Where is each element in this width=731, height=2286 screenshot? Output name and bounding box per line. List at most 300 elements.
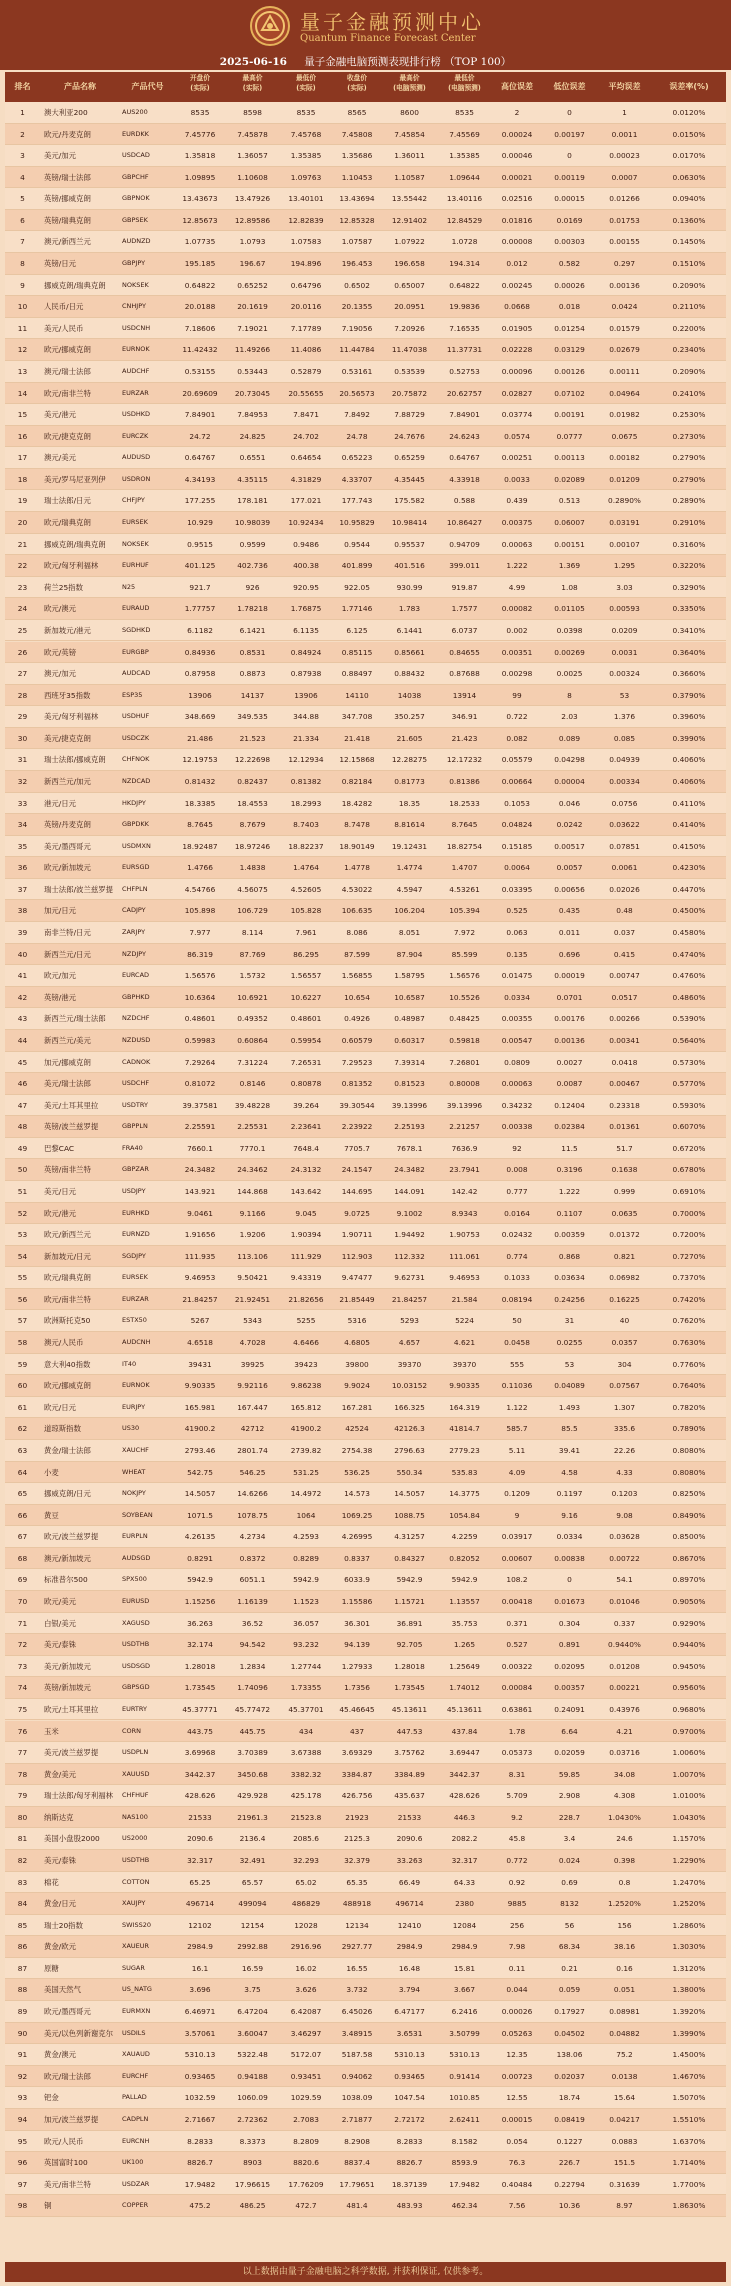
cell-ph: 0.84327 <box>394 1553 425 1563</box>
cell-el: 3.4 <box>563 1834 576 1844</box>
cell-open: 0.8291 <box>187 1553 213 1563</box>
cell-eh: 0.012 <box>506 259 528 269</box>
cell-open: 7.45776 <box>184 129 216 139</box>
cell-name: 原糖 <box>44 1963 59 1973</box>
cell-code: CORN <box>122 1726 142 1735</box>
cell-close: 1.90711 <box>341 1230 373 1240</box>
cell-code: EURNZD <box>122 1230 150 1239</box>
cell-rank: 98 <box>17 2201 28 2211</box>
cell-ea: 1.295 <box>613 561 636 571</box>
cell-eh: 0.92 <box>508 1877 526 1887</box>
cell-name: 欧元/丹麦克朗 <box>44 129 91 139</box>
cell-code: AUDSGD <box>122 1553 151 1562</box>
cell-name: 巴黎CAC <box>44 1143 75 1153</box>
cell-el: 0.024 <box>558 1855 581 1865</box>
cell-low: 4.6466 <box>293 1338 319 1348</box>
cell-code: XAUUSD <box>122 1769 150 1778</box>
cell-rank: 61 <box>17 1402 28 1412</box>
cell-pl: 346.91 <box>451 712 478 722</box>
cell-open: 0.64767 <box>184 453 216 463</box>
cell-code: AUDCHF <box>122 366 150 375</box>
cell-high: 1.5732 <box>239 971 266 981</box>
cell-open: 0.81432 <box>184 776 216 786</box>
cell-close: 10.654 <box>344 992 370 1002</box>
cell-ph: 20.0951 <box>394 302 425 312</box>
cell-high: 7.19021 <box>237 323 268 333</box>
cell-ph: 39370 <box>397 1359 422 1369</box>
cell-close: 18.4282 <box>341 798 373 808</box>
cell-rank: 39 <box>17 928 28 938</box>
cell-el: 0.696 <box>558 949 581 959</box>
cell-high: 9.1166 <box>239 1208 266 1218</box>
cell-ph: 1.94492 <box>394 1230 425 1240</box>
cell-er: 1.3800% <box>672 1985 706 1995</box>
cell-pl: 164.319 <box>449 1402 480 1412</box>
cell-rank: 21 <box>17 539 28 549</box>
cell-eh: 0.03395 <box>501 884 533 894</box>
cell-ph: 435.637 <box>394 1791 425 1801</box>
cell-high: 3450.68 <box>237 1769 268 1779</box>
cell-ph: 1.15721 <box>394 1597 425 1607</box>
cell-ea: 0.0756 <box>611 798 638 808</box>
cell-pl: 919.87 <box>451 582 478 592</box>
cell-er: 0.7000% <box>672 1208 706 1218</box>
cell-high: 42712 <box>240 1424 265 1434</box>
cell-eh: 4.09 <box>508 1467 526 1477</box>
cell-pl: 7636.9 <box>451 1143 478 1153</box>
cell-close: 3.48915 <box>341 2028 373 2038</box>
cell-close: 0.60579 <box>341 1035 373 1045</box>
cell-el: 0.00303 <box>554 237 585 247</box>
table-row <box>5 555 726 577</box>
table-row <box>5 1052 726 1074</box>
cell-ea: 0.01361 <box>609 1122 640 1132</box>
cell-high: 94.542 <box>239 1640 266 1650</box>
cell-code: UK100 <box>122 2158 144 2167</box>
cell-ph: 0.81773 <box>394 776 425 786</box>
cell-open: 65.25 <box>189 1877 211 1887</box>
cell-ph: 8.81614 <box>394 820 425 830</box>
cell-low: 7.961 <box>295 928 317 938</box>
cell-ph: 8.051 <box>398 928 421 938</box>
cell-rank: 24 <box>17 604 28 614</box>
cell-open: 2793.46 <box>184 1445 216 1455</box>
cell-ph: 42126.3 <box>394 1424 425 1434</box>
cell-el: 0.02059 <box>554 1748 585 1758</box>
cell-close: 4.33707 <box>341 474 373 484</box>
cell-ph: 3.75762 <box>394 1748 425 1758</box>
cell-pl: 1.25649 <box>449 1661 480 1671</box>
table-row <box>5 922 726 944</box>
table-row <box>5 1008 726 1030</box>
cell-high: 24.825 <box>239 431 266 441</box>
cell-rank: 72 <box>17 1640 28 1650</box>
cell-eh: 0.15185 <box>501 841 533 851</box>
cell-eh: 0.00664 <box>501 776 533 786</box>
table-row <box>5 814 726 836</box>
cell-el: 0.00197 <box>554 129 585 139</box>
cell-ph: 3384.89 <box>394 1769 425 1779</box>
cell-rank: 44 <box>17 1035 28 1045</box>
cell-ph: 14.5057 <box>394 1489 425 1499</box>
cell-name: 美元/瑞士法郎 <box>44 1079 91 1089</box>
cell-eh: 0.0458 <box>504 1338 530 1348</box>
cell-eh: 0.00063 <box>501 539 533 549</box>
cell-pl: 0.52753 <box>449 366 480 376</box>
cell-low: 24.3132 <box>290 1165 322 1175</box>
cell-rank: 10 <box>17 302 28 312</box>
cell-close: 21923 <box>345 1812 369 1822</box>
cell-rank: 49 <box>17 1143 28 1153</box>
cell-name: 新加坡元/港元 <box>44 625 91 635</box>
cell-el: 39.41 <box>558 1445 581 1455</box>
cell-el: 0.868 <box>558 1251 581 1261</box>
cell-name: 美元/泰铢 <box>44 1640 77 1650</box>
cell-name: 瑞士法郎/匈牙利福林 <box>44 1791 114 1801</box>
cell-pl: 21.423 <box>451 733 478 743</box>
cell-rank: 34 <box>17 820 28 830</box>
cell-el: 0.00838 <box>554 1553 585 1563</box>
cell-code: EURSGD <box>122 863 150 872</box>
cell-ea: 0.16225 <box>609 1294 640 1304</box>
cell-high: 6051.1 <box>239 1575 266 1585</box>
cell-pl: 4.53261 <box>449 884 480 894</box>
cell-ea: 0.0883 <box>611 2136 638 2146</box>
cell-pl: 13914 <box>452 690 477 700</box>
cell-close: 12134 <box>345 1920 369 1930</box>
cell-eh: 0.00723 <box>501 2071 533 2081</box>
cell-rank: 68 <box>17 1553 28 1563</box>
cell-open: 921.7 <box>189 582 211 592</box>
cell-ea: 0.0138 <box>611 2071 638 2081</box>
table-row <box>5 900 726 922</box>
cell-close: 0.85115 <box>341 647 373 657</box>
cell-open: 10.6364 <box>184 992 216 1002</box>
cell-low: 1.1523 <box>293 1597 319 1607</box>
cell-high: 3.75 <box>244 1985 261 1995</box>
cell-low: 3.67388 <box>290 1748 322 1758</box>
cell-er: 0.7620% <box>672 1316 706 1326</box>
table-row <box>5 2001 726 2023</box>
table-row <box>5 512 726 534</box>
cell-el: 228.7 <box>558 1812 581 1822</box>
cell-ea: 0.8 <box>618 1877 631 1887</box>
table-row <box>5 620 726 642</box>
table-row <box>5 231 726 253</box>
table-row <box>5 1656 726 1678</box>
cell-low: 111.929 <box>290 1251 322 1261</box>
cell-ph: 0.88432 <box>394 669 425 679</box>
cell-code: CADJPY <box>122 906 146 915</box>
cell-open: 0.59983 <box>184 1035 216 1045</box>
cell-rank: 88 <box>17 1985 28 1995</box>
cell-high: 1.4838 <box>239 863 266 873</box>
table-row <box>5 339 726 361</box>
cell-ea: 0.31639 <box>609 2179 640 2189</box>
cell-rank: 74 <box>17 1683 28 1693</box>
table-row <box>5 2087 726 2109</box>
table-row <box>5 1721 726 1743</box>
cell-ph: 8.2833 <box>396 2136 423 2146</box>
cell-rank: 93 <box>17 2093 28 2103</box>
cell-ea: 0.01046 <box>609 1597 640 1607</box>
cell-rank: 23 <box>17 582 28 592</box>
cell-rank: 82 <box>17 1855 28 1865</box>
cell-rank: 56 <box>17 1294 28 1304</box>
cell-close: 8837.4 <box>344 2158 370 2168</box>
cell-close: 2.23922 <box>341 1122 373 1132</box>
cell-close: 2754.38 <box>341 1445 373 1455</box>
cell-el: 0.00113 <box>554 453 585 463</box>
cell-high: 4.56075 <box>237 884 268 894</box>
cell-open: 18.92487 <box>182 841 218 851</box>
cell-ea: 0.02026 <box>609 884 640 894</box>
cell-ea: 0.00341 <box>609 1035 640 1045</box>
cell-ph: 39.13996 <box>391 1100 428 1110</box>
cell-close: 1.35686 <box>341 151 373 161</box>
table-row <box>5 965 726 987</box>
cell-low: 7.8471 <box>293 410 319 420</box>
cell-pl: 8.9343 <box>451 1208 478 1218</box>
cell-open: 20.69609 <box>182 388 218 398</box>
cell-er: 1.7700% <box>672 2179 706 2189</box>
cell-eh: 0.00547 <box>501 1035 533 1045</box>
cell-er: 0.9680% <box>672 1704 706 1714</box>
cell-rank: 81 <box>17 1834 28 1844</box>
cell-open: 6.1182 <box>187 625 213 635</box>
cell-name: 欧元/日元 <box>44 1402 77 1412</box>
cell-name: 欧元/南非兰特 <box>44 388 91 398</box>
cell-el: 0.00015 <box>554 194 585 204</box>
cell-eh: 0.00251 <box>501 453 533 463</box>
table-row <box>5 1764 726 1786</box>
table-row <box>5 1569 726 1591</box>
cell-ph: 10.03152 <box>391 1381 428 1391</box>
cell-eh: 0.0574 <box>504 431 530 441</box>
cell-close: 21.85449 <box>339 1294 375 1304</box>
cell-name: 港元/日元 <box>44 798 77 808</box>
cell-high: 349.535 <box>237 712 268 722</box>
cell-pl: 7.26801 <box>449 1057 480 1067</box>
cell-el: 0.089 <box>558 733 581 743</box>
cell-ph: 0.65007 <box>394 280 425 290</box>
cell-close: 20.1355 <box>341 302 373 312</box>
cell-high: 8.3373 <box>239 2136 266 2146</box>
cell-code: US2000 <box>122 1834 148 1843</box>
cell-eh: 0.1033 <box>504 1273 530 1283</box>
cell-code: XAGUSD <box>122 1618 150 1627</box>
cell-high: 21961.3 <box>237 1812 268 1822</box>
col-low: 最低价 (实际) <box>296 74 316 92</box>
cell-close: 8.2908 <box>344 2136 370 2146</box>
cell-eh: 0.0809 <box>504 1057 530 1067</box>
table-row <box>5 1246 726 1268</box>
cell-code: USDMXN <box>122 841 151 850</box>
cell-low: 0.8289 <box>293 1553 319 1563</box>
cell-name: 黄豆 <box>44 1510 59 1520</box>
cell-high: 1.16139 <box>237 1597 268 1607</box>
cell-ph: 7.20926 <box>394 323 425 333</box>
cell-name: 美元/土耳其里拉 <box>44 1100 99 1110</box>
cell-rank: 17 <box>17 453 28 463</box>
cell-ea: 0.01579 <box>609 323 640 333</box>
cell-el: 0.00656 <box>554 884 585 894</box>
report-footer: 以上数据由量子金融电脑之科学数据, 并获利保证, 仅供参考。 <box>5 2262 726 2282</box>
cell-rank: 5 <box>20 194 25 204</box>
cell-ea: 1.2520% <box>608 1899 641 1909</box>
table-row <box>5 1634 726 1656</box>
cell-low: 10.6227 <box>290 992 322 1002</box>
cell-low: 12.82839 <box>288 215 324 225</box>
cell-open: 2.71667 <box>184 2114 216 2124</box>
cell-code: XAUAUD <box>122 2050 150 2059</box>
cell-pl: 1054.84 <box>449 1510 480 1520</box>
cell-er: 0.4760% <box>672 971 706 981</box>
cell-er: 0.0630% <box>672 172 706 182</box>
cell-ph: 144.091 <box>394 1187 425 1196</box>
cell-low: 21523.8 <box>290 1812 322 1822</box>
table-row <box>5 1224 726 1246</box>
cell-el: 0.1227 <box>556 2136 583 2146</box>
cell-name: 欧元/英镑 <box>44 647 77 657</box>
cell-open: 21.486 <box>187 733 213 743</box>
cell-ea: 0.0011 <box>611 129 638 139</box>
cell-pl: 8.7645 <box>451 820 478 830</box>
cell-high: 7.45878 <box>237 129 268 139</box>
cell-high: 106.729 <box>237 906 268 916</box>
cell-ph: 19.12431 <box>391 841 428 851</box>
cell-high: 6.1421 <box>239 625 266 635</box>
col-rank: 排名 <box>14 82 31 91</box>
table-row <box>5 1699 726 1721</box>
cell-el: 0.03634 <box>554 1273 585 1283</box>
cell-pl: 462.34 <box>451 2201 478 2211</box>
cell-ph: 11.47038 <box>391 345 428 355</box>
cell-high: 45.77472 <box>234 1704 271 1714</box>
cell-low: 0.87938 <box>290 669 322 679</box>
table-row <box>5 1354 726 1376</box>
cell-ea: 0.01208 <box>609 1661 640 1671</box>
cell-rank: 40 <box>17 949 28 959</box>
cell-er: 0.3350% <box>672 604 706 614</box>
cell-eh: 0.00008 <box>501 237 533 247</box>
cell-ea: 0.00722 <box>609 1553 640 1563</box>
cell-el: 6.64 <box>561 1726 578 1736</box>
cell-name: 欧元/新加坡元 <box>44 863 91 873</box>
cell-code: WHEAT <box>122 1467 146 1476</box>
cell-high: 13.47926 <box>234 194 271 204</box>
cell-ph: 12410 <box>397 1920 422 1930</box>
cell-ph: 401.516 <box>394 561 425 571</box>
cell-close: 0.8337 <box>344 1553 370 1563</box>
cell-ea: 15.64 <box>613 2093 636 2103</box>
cell-low: 8535 <box>296 108 316 117</box>
cell-eh: 0.044 <box>506 1985 528 1995</box>
col-err-low: 低位误差 <box>553 82 586 91</box>
cell-ea: 75.2 <box>616 2050 633 2060</box>
cell-open: 1.07735 <box>184 237 216 247</box>
cell-el: 0.046 <box>558 798 581 808</box>
cell-high: 0.82437 <box>237 776 268 786</box>
table-row <box>5 1095 726 1117</box>
cell-er: 0.2110% <box>672 302 706 312</box>
cell-code: CHFPLN <box>122 884 148 893</box>
cell-high: 4.2734 <box>239 1532 266 1542</box>
report-date: 2025-06-16 <box>219 56 287 68</box>
cell-open: 24.72 <box>189 431 211 441</box>
cell-el: 0 <box>567 1575 572 1585</box>
cell-low: 1.90394 <box>290 1230 322 1240</box>
cell-name: 欧元/瑞典克朗 <box>44 1273 91 1283</box>
cell-high: 11.49266 <box>234 345 271 355</box>
cell-rank: 75 <box>17 1704 28 1714</box>
cell-low: 12028 <box>294 1920 318 1930</box>
cell-er: 0.4110% <box>672 798 706 808</box>
cell-low: 194.896 <box>290 259 322 269</box>
cell-pl: 399.011 <box>449 561 480 571</box>
cell-low: 3.626 <box>295 1985 317 1995</box>
cell-high: 17.96615 <box>234 2179 271 2189</box>
cell-ea: 0.821 <box>613 1251 636 1261</box>
cell-close: 0.6502 <box>344 280 370 290</box>
table-row <box>5 2152 726 2174</box>
cell-ph: 2.25193 <box>394 1122 425 1132</box>
cell-ph: 16.48 <box>398 1963 421 1973</box>
cell-eh: 9 <box>514 1510 520 1520</box>
cell-el: 0.21 <box>561 1963 578 1973</box>
cell-name: 标准普尔500 <box>44 1575 88 1585</box>
cell-ph: 1.36011 <box>394 151 425 161</box>
cell-close: 106.635 <box>341 906 373 916</box>
cell-open: 3.57061 <box>184 2028 216 2038</box>
cell-code: XAUEUR <box>122 1942 150 1951</box>
cell-ph: 12.91402 <box>391 215 428 225</box>
cell-high: 87.769 <box>239 949 266 959</box>
cell-ph: 10.6587 <box>394 992 425 1002</box>
cell-high: 7.31224 <box>237 1057 268 1067</box>
cell-open: 105.898 <box>184 906 216 916</box>
cell-rank: 85 <box>17 1920 28 1930</box>
table-row <box>5 1807 726 1829</box>
cell-el: 0 <box>567 108 572 117</box>
cell-name: 澳元/加元 <box>44 669 77 679</box>
table-row <box>5 318 726 340</box>
cell-rank: 37 <box>17 884 28 894</box>
cell-pl: 0.64767 <box>449 453 480 463</box>
cell-name: 美国天然气 <box>44 1985 81 1995</box>
cell-high: 0.8146 <box>239 1079 266 1089</box>
cell-code: EURJPY <box>122 1402 146 1411</box>
cell-low: 1.73355 <box>290 1683 322 1693</box>
cell-ph: 0.65259 <box>394 453 425 463</box>
cell-close: 7.29523 <box>341 1057 373 1067</box>
cell-code: GBPJPY <box>122 259 146 268</box>
cell-eh: 0.00024 <box>501 129 533 139</box>
cell-name: 美元/泰铢 <box>44 1855 77 1865</box>
cell-el: 0.00269 <box>554 647 585 657</box>
cell-eh: 0.00245 <box>501 280 533 290</box>
cell-open: 2984.9 <box>187 1942 213 1952</box>
cell-el: 0.02384 <box>554 1122 585 1132</box>
cell-pl: 12.17232 <box>446 755 483 765</box>
cell-pl: 446.3 <box>453 1812 476 1822</box>
cell-eh: 0.02516 <box>501 194 533 204</box>
cell-pl: 3.50799 <box>449 2028 480 2038</box>
cell-code: PALLAD <box>122 2093 147 2102</box>
cell-name: 新加坡元/日元 <box>44 1251 91 1261</box>
cell-rank: 69 <box>17 1575 28 1585</box>
cell-close: 36.301 <box>344 1618 370 1628</box>
